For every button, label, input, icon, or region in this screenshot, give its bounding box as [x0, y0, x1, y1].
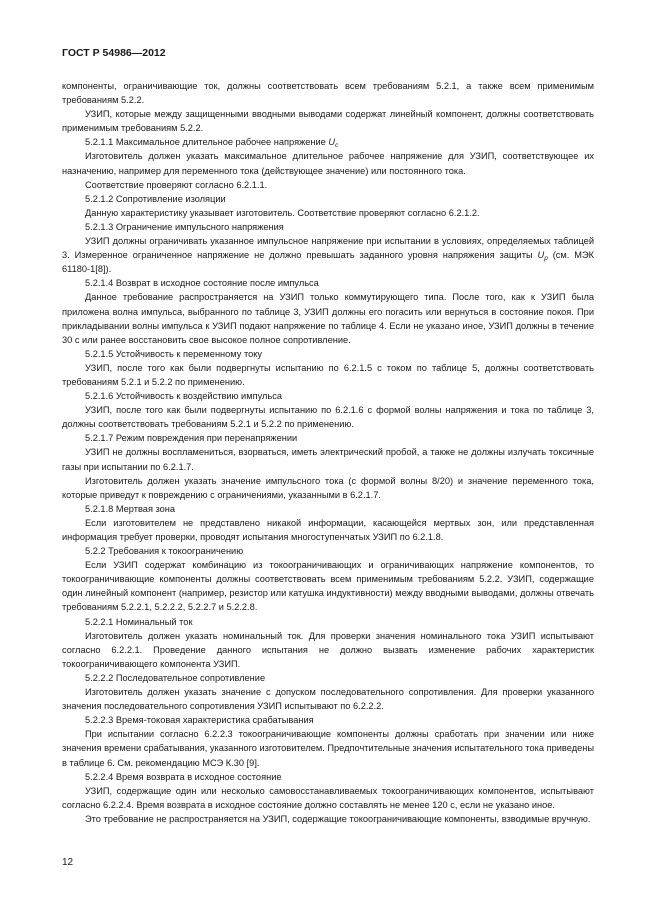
- paragraph: [62, 445, 594, 473]
- paragraph: [62, 389, 594, 403]
- variable-symbol: $U_p$: [537, 250, 548, 263]
- paragraph-text-continued: (см. МЭК 61180-1[8]).: [62, 250, 594, 275]
- paragraph-text: При испытании согласно 6.2.2.3 токоограничивающие компоненты должны сработать при значении или ниже значения времени срабатывания, указанного изготовителем. Предпочтительные значения испытательного тока приведены в таблице 6. См. рекомендацию МСЭ К.30 [9].: [62, 729, 594, 768]
- paragraph-text: Изготовитель должен указать значение с допуском последовательного сопротивления. Для проверки указанного значения последовательного сопротивления УЗИП испытывают по 6.2.2.2.: [62, 687, 594, 712]
- paragraph: [62, 361, 594, 389]
- paragraph-text: 5.2.2.1 Номинальный ток: [85, 616, 193, 627]
- paragraph: [62, 770, 594, 784]
- paragraph-text: 5.2.2.4 Время возврата в исходное состояние: [85, 771, 282, 782]
- paragraph: [62, 558, 594, 614]
- paragraph: [62, 290, 594, 346]
- paragraph-text: 5.2.2.2 Последовательное сопротивление: [85, 672, 266, 683]
- paragraph: [62, 784, 594, 812]
- page-number: 12: [62, 857, 74, 868]
- paragraph: [62, 685, 594, 713]
- paragraph-text: Данную характеристику указывает изготовитель. Соответствие проверяют согласно 6.2.1.2.: [85, 207, 480, 218]
- paragraph: [62, 107, 594, 135]
- paragraph: [62, 629, 594, 671]
- paragraph-text: 5.2.1.5 Устойчивость к переменному току: [85, 348, 263, 359]
- document-header: ГОСТ Р 54986—2012: [62, 47, 166, 59]
- paragraph: [62, 474, 594, 502]
- paragraph-text: 5.2.1.4 Возврат в исходное состояние после импульса: [85, 278, 319, 289]
- paragraph: [62, 544, 594, 558]
- paragraph: [62, 727, 594, 769]
- paragraph-text: 5.2.1.8 Мертвая зона: [85, 503, 176, 514]
- paragraph-text: Соответствие проверяют согласно 6.2.1.1.: [85, 179, 268, 190]
- paragraph: [62, 135, 594, 149]
- paragraph: [62, 812, 594, 826]
- paragraph: [62, 713, 594, 727]
- paragraph-text: Если изготовителем не представлено никакой информации, касающейся мертвых зон, или представленная информация требует проверки, проводят испытания многоступенчатых УЗИП по 6.2.1.8.: [62, 517, 594, 542]
- paragraph-text: Данное требование распространяется на УЗИП только коммутирующего типа. После того, как к УЗИП была приложена волна импульса, выбранного по таблице 3, УЗИП должны его погасить или вернуться в состояние покоя. При прикладывании волны импульса к УЗИП подают напряжение по таблице 4. Если не указано иное, УЗИП должны в течение 30 с или ранее восстановить свое высокое полное сопротивление.: [62, 292, 594, 345]
- paragraph-text: УЗИП, после того как были подвергнуты испытанию по 6.2.1.5 с током по таблице 5, должны соответствовать требованиям 5.2.1 и 5.2.2 по применению.: [62, 362, 594, 387]
- paragraph: [62, 502, 594, 516]
- paragraph: [62, 403, 594, 431]
- paragraph-text: УЗИП, содержащие один или несколько самовосстанавливаемых токоограничивающих компонентов, испытывают согласно 6.2.2.4. Время возврата в исходное состояние должно составлять не менее 120 с, если не указано иное.: [62, 785, 594, 810]
- paragraph: [62, 149, 594, 177]
- paragraph-text: 5.2.1.6 Устойчивость к воздействию импульса: [85, 391, 282, 402]
- paragraph-text: Это требование не распространяется на УЗИП, содержащие токоограничивающие компоненты, взводимые вручную.: [85, 813, 591, 824]
- paragraph-text: 5.2.1.2 Сопротивление изоляции: [85, 193, 226, 204]
- paragraph-text: Изготовитель должен указать максимальное длительное рабочее напряжение для УЗИП, соответствующее их назначению, например для переменного тока (действующее значение) или постоянного тока.: [62, 151, 594, 176]
- paragraph: [62, 431, 594, 445]
- paragraph-text: УЗИП, которые между защищенными вводными выводами содержат линейный компонент, должны соответствовать применимым требованиям 5.2.2.: [62, 109, 594, 134]
- paragraph: [62, 79, 594, 107]
- paragraph-text: 5.2.1.7 Режим повреждения при перенапряжении: [85, 433, 298, 444]
- paragraph: [62, 178, 594, 192]
- paragraph: [62, 615, 594, 629]
- paragraph-text: 5.2.1.1 Максимальное длительное рабочее напряжение: [85, 137, 329, 148]
- paragraph-text: 5.2.1.3 Ограничение импульсного напряжения: [85, 221, 284, 232]
- paragraph-text: УЗИП должны ограничивать указанное импульсное напряжение при испытании в условиях, определяемых таблицей 3. Измеренное ограниченное напряжение не должно превышать заданного уровня напряжения защиты: [62, 236, 594, 261]
- paragraph-text: Если УЗИП содержат комбинацию из токоограничивающих и ограничивающих напряжение компонентов, то токоограничивающие компоненты должны соответствовать всем применимым требованиям 5.2.2. УЗИП, содержащие один линейный компонент (например, резистор или катушка индуктивности) между вводными выводами, должны отвечать требованиям 5.2.2.1, 5.2.2.2, 5.2.2.7 и 5.2.2.8.: [62, 560, 594, 613]
- paragraph-text: УЗИП не должны воспламениться, взорваться, иметь электрический пробой, а также не должны излучать токсичные газы при испытании по 6.2.1.7.: [62, 447, 594, 472]
- paragraph-text: 5.2.2 Требования к токоограничению: [85, 546, 244, 557]
- paragraph-text: УЗИП, после того как были подвергнуты испытанию по 6.2.1.6 с формой волны напряжения и тока по таблице 3, должны соответствовать требованиям 5.2.1 и 5.2.2 по применению.: [62, 405, 594, 430]
- paragraph-text: 5.2.2.3 Время-токовая характеристика срабатывания: [85, 715, 314, 726]
- paragraph-text: компоненты, ограничивающие ток, должны соответствовать всем требованиям 5.2.1, а также всем применимым требованиям 5.2.2.: [62, 81, 594, 106]
- paragraph: [62, 220, 594, 234]
- variable-symbol: $U_c$: [328, 137, 339, 150]
- paragraph-text: Изготовитель должен указать номинальный ток. Для проверки значения номинального тока УЗИП испытывают согласно 6.2.2.1. Проведение данного испытания не должно вызвать изменение рабочих характеристик токоограничивающего компонента УЗИП.: [62, 630, 594, 669]
- document-body: [62, 79, 594, 826]
- paragraph: [62, 516, 594, 544]
- paragraph: [62, 234, 594, 276]
- paragraph: [62, 347, 594, 361]
- paragraph: [62, 276, 594, 290]
- paragraph: [62, 192, 594, 206]
- paragraph-text: Изготовитель должен указать значение импульсного тока (с формой волны 8/20) и значение переменного тока, которые приведут к повреждению с ограничениями, указанными в 6.2.1.7.: [62, 475, 594, 500]
- paragraph: [62, 206, 594, 220]
- paragraph: [62, 671, 594, 685]
